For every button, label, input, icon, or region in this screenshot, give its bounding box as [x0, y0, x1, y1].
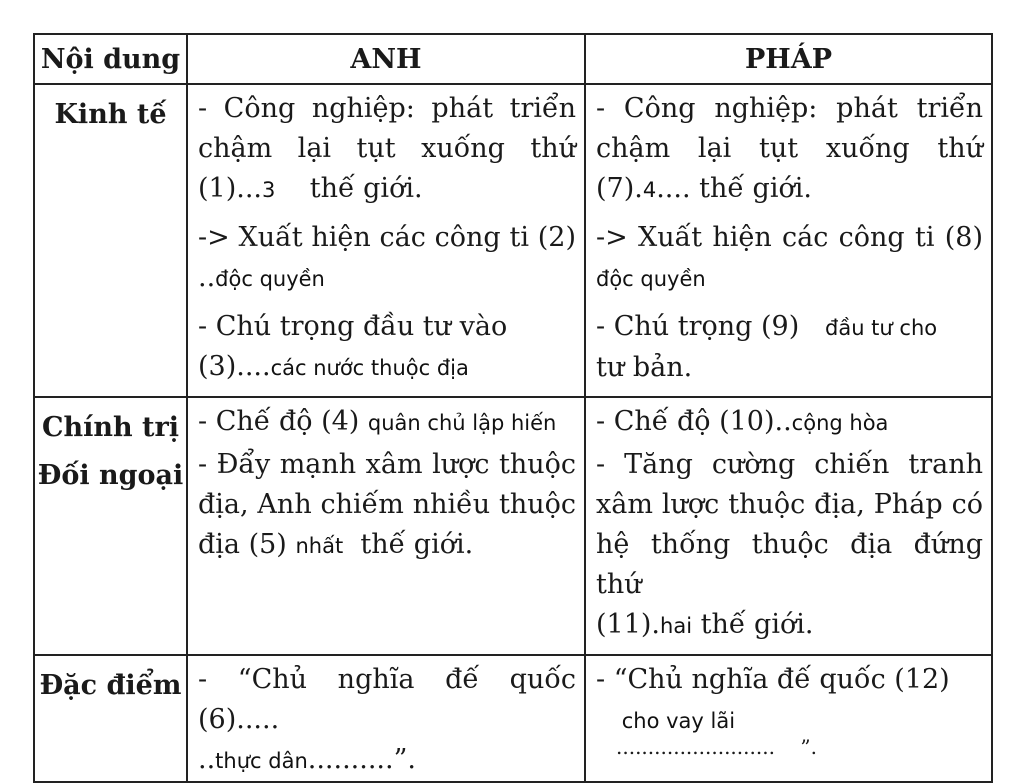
features-phap-cell	[585, 655, 992, 782]
header-anh: ANH	[187, 34, 585, 84]
economy-row	[34, 84, 992, 397]
economy-label: Kinh tế	[34, 84, 187, 397]
economy-anh-p1	[198, 89, 576, 210]
features-row	[34, 655, 992, 782]
text-line	[596, 258, 983, 299]
blank-label: (3)....	[198, 351, 271, 382]
handwritten-answer: cho vay lãi	[621, 709, 736, 733]
handwritten-answer: 3	[262, 178, 276, 202]
text-line	[596, 169, 983, 210]
text-fragment: - Chế độ (10)..	[596, 406, 792, 437]
handwritten-answer: thực dân	[215, 749, 308, 773]
text-line: xâm lược thuộc địa, Pháp có	[596, 489, 983, 520]
text-line: hệ thống thuộc địa đứng thứ	[596, 529, 983, 600]
politics-row	[34, 397, 992, 655]
text-line: địa, Anh chiếm nhiều thuộc	[198, 489, 576, 520]
text-line: chậm lại tụt xuống thứ	[596, 133, 983, 164]
handwritten-answer: cộng hòa	[791, 411, 889, 435]
economy-anh-cell	[187, 84, 585, 397]
economy-phap-p1	[596, 89, 983, 210]
politics-anh-p2	[198, 445, 576, 566]
text-line	[198, 169, 576, 210]
text-fragment: - Chú trọng (9)	[596, 311, 800, 342]
blank-label: (11).	[596, 609, 661, 640]
handwritten-answer: đầu tư cho	[825, 316, 938, 340]
handwritten-answer: 4	[642, 178, 657, 202]
header-phap: PHÁP	[585, 34, 992, 84]
blank-label: (7).	[596, 173, 643, 204]
text-fragment: thế giới.	[309, 173, 423, 204]
header-content: Nội dung	[34, 34, 187, 84]
handwritten-answer: các nước thuộc địa	[270, 356, 469, 380]
text-fragment: ..........”.	[307, 744, 416, 775]
text-fragment: thế giới.	[700, 609, 814, 640]
economy-phap-cell	[585, 84, 992, 397]
economy-anh-p2	[198, 218, 576, 299]
politics-phap-cell	[585, 397, 992, 655]
handwritten-answer: độc quyền	[596, 267, 706, 291]
text-line: - Chú trọng đầu tư vào	[198, 311, 508, 342]
politics-anh-p1	[198, 402, 576, 443]
dots: ..	[198, 744, 216, 775]
text-fragment: .... thế giới.	[656, 173, 812, 204]
text-fragment: thế giới.	[360, 529, 474, 560]
text-line: -> Xuất hiện các công ti (2)	[198, 222, 576, 253]
text-line: - Công nghiệp: phát triển	[596, 93, 983, 124]
handwritten-answer: độc quyền	[215, 267, 325, 291]
text-line	[198, 740, 576, 781]
label-line: Chính trị	[42, 412, 179, 443]
text-line: - “Chủ nghĩa đế quốc (12)	[596, 664, 950, 695]
text-fragment: - Chế độ (4)	[198, 406, 360, 437]
politics-phap-p1	[596, 402, 983, 443]
handwritten-answer: nhất	[295, 534, 344, 558]
text-line	[198, 525, 576, 566]
dots: ..	[198, 262, 216, 293]
features-anh-cell	[187, 655, 585, 782]
features-label: Đặc điểm	[34, 655, 187, 782]
text-line: - Tăng cường chiến tranh	[596, 449, 983, 480]
text-line: - “Chủ nghĩa đế quốc (6).....	[198, 664, 576, 735]
economy-phap-p2	[596, 218, 983, 299]
economy-phap-p3	[596, 307, 983, 388]
blank-label: địa (5)	[198, 529, 287, 560]
comparison-table	[33, 33, 993, 783]
dots: .........................	[616, 735, 775, 759]
text-line	[616, 727, 817, 767]
text-line	[198, 258, 576, 299]
text-line	[198, 347, 576, 388]
header-row	[34, 34, 992, 84]
text-line	[596, 605, 983, 646]
text-line: - Công nghiệp: phát triển	[198, 93, 576, 124]
handwritten-answer: hai	[660, 614, 693, 638]
text-line: tư bản.	[596, 352, 693, 383]
text-fragment: ”.	[800, 735, 817, 759]
economy-anh-p3	[198, 307, 576, 388]
text-line: chậm lại tụt xuống thứ	[198, 133, 576, 164]
blank-label: (1)...	[198, 173, 262, 204]
label-line: Đối ngoại	[37, 460, 184, 491]
text-line	[596, 307, 983, 348]
text-line: - Đẩy mạnh xâm lược thuộc	[198, 449, 576, 480]
politics-phap-p2	[596, 445, 983, 646]
politics-label	[34, 397, 187, 655]
politics-anh-cell	[187, 397, 585, 655]
handwritten-answer: quân chủ lập hiến	[367, 411, 557, 435]
text-line: -> Xuất hiện các công ti (8)	[596, 222, 983, 253]
